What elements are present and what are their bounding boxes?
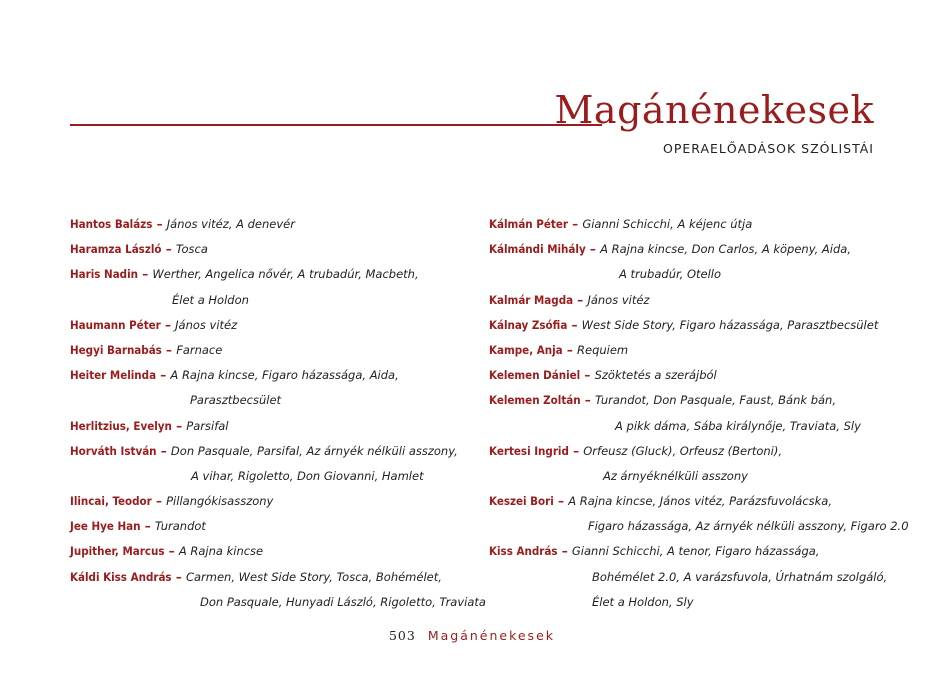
left-column — [70, 212, 486, 615]
singer-entry — [70, 539, 470, 564]
singer-entry — [489, 212, 889, 237]
singer-entry — [70, 313, 470, 338]
singer-works: Szöktetés a szerájból — [594, 368, 717, 383]
singer-works: A vihar, Rigoletto, Don Giovanni, Hamlet — [191, 468, 424, 483]
singer-works-continued — [70, 464, 470, 489]
singer-name: Herlitzius, Evelyn — [70, 418, 172, 433]
entry-dash: – — [156, 443, 171, 458]
singer-works-continued — [70, 388, 470, 413]
singer-entry — [70, 237, 470, 262]
singer-works: A Rajna kincse — [178, 544, 264, 559]
singer-works: Figaro házassága, Az árnyék nélküli asszony, Figaro 2.0 — [588, 519, 909, 534]
entry-dash: – — [138, 267, 153, 282]
singer-works: Turandot — [154, 519, 206, 534]
singer-works-continued — [489, 565, 889, 590]
singer-works: János vitéz, A denevér — [166, 217, 295, 231]
singer-works: Az árnyéknélküli asszony — [603, 468, 748, 483]
singer-works: Bohémélet 2.0, A varázsfuvola, Úrhatnám szolgáló, — [592, 569, 888, 584]
entry-dash: – — [557, 544, 572, 559]
entry-dash: – — [573, 292, 588, 307]
singer-works: Tosca — [175, 242, 208, 257]
entry-dash: – — [567, 217, 583, 231]
singer-entry — [70, 414, 470, 439]
singer-works: Carmen, West Side Story, Tosca, Bohémélet, — [185, 569, 442, 584]
singer-works: Élet a Holdon — [172, 292, 249, 307]
singer-entry — [70, 439, 470, 464]
singer-works: Élet a Holdon, Sly — [592, 594, 694, 609]
singer-works-continued — [489, 414, 889, 439]
singer-entry — [489, 388, 889, 413]
singer-entry — [70, 262, 470, 287]
singer-entry — [70, 514, 470, 539]
singer-name: Kelemen Dániel — [489, 368, 581, 383]
entry-dash: – — [580, 368, 595, 383]
singer-name: Kálmándi Mihály — [489, 242, 586, 257]
entry-dash: – — [585, 242, 601, 257]
singer-works-continued — [489, 464, 889, 489]
singer-works: Orfeusz (Gluck), Orfeusz (Bertoni), — [583, 443, 783, 458]
singer-name: Kelemen Zoltán — [489, 393, 581, 408]
singer-works-continued — [489, 590, 889, 615]
singer-entry — [70, 565, 470, 590]
singer-works: A Rajna kincse, Don Carlos, A köpeny, Aida, — [600, 242, 851, 257]
singer-name: Jupither, Marcus — [70, 544, 165, 559]
entry-dash: – — [156, 368, 171, 383]
singer-name: Kampe, Anja — [489, 342, 563, 357]
singer-works: West Side Story, Figaro házassága, Parasztbecsület — [581, 317, 879, 332]
running-head: Magánénekesek — [427, 628, 556, 643]
singer-name: Haris Nadin — [70, 267, 139, 282]
singer-entry — [70, 489, 470, 514]
entry-dash: – — [553, 494, 569, 509]
singer-name: Kálmán Péter — [489, 217, 568, 231]
singer-works-continued — [70, 590, 486, 615]
singer-works: Gianni Schicchi, A tenor, Figaro házassága, — [571, 544, 820, 559]
entry-dash: – — [568, 443, 584, 458]
page-footer — [0, 628, 944, 643]
singer-entry — [70, 363, 470, 388]
entry-dash: – — [171, 569, 186, 584]
singer-works-continued — [489, 262, 889, 287]
entry-dash: – — [562, 342, 577, 357]
singer-entry — [489, 363, 889, 388]
singer-works: Don Pasquale, Parsifal, Az árnyék nélküli asszony, — [170, 443, 458, 458]
singer-works: A Rajna kincse, János vitéz, Parázsfuvolácska, — [568, 494, 833, 509]
singer-name: Kiss András — [489, 544, 558, 559]
singer-works: Farnace — [176, 342, 223, 357]
singer-works-continued — [489, 514, 909, 539]
singer-name: Heiter Melinda — [70, 368, 157, 383]
singer-entry — [489, 237, 889, 262]
singer-name: Haumann Péter — [70, 317, 161, 332]
singer-works: Parsifal — [186, 418, 229, 433]
page-number: 503 — [388, 628, 416, 643]
entry-dash: – — [171, 418, 187, 433]
entry-dash: – — [151, 494, 167, 509]
singer-works: János vitéz — [587, 292, 650, 307]
entry-dash: – — [152, 217, 167, 231]
entry-dash: – — [160, 317, 176, 332]
singer-works: Requiem — [577, 342, 629, 357]
singer-works: A pikk dáma, Sába királynője, Traviata, Sly — [615, 418, 861, 433]
singer-entry — [489, 439, 889, 464]
singer-entry — [489, 489, 889, 514]
entry-dash: – — [161, 342, 177, 357]
entry-dash: – — [161, 242, 176, 257]
page-subtitle: OPERAELŐADÁSOK SZÓLISTÁI — [663, 141, 874, 156]
singer-name: Ilincai, Teodor — [70, 494, 152, 509]
singer-name: Hegyi Barnabás — [70, 342, 162, 357]
singer-name: Haramza László — [70, 242, 162, 257]
singer-works-continued — [70, 288, 470, 313]
singer-works: Parasztbecsület — [190, 393, 282, 408]
singer-name: Hantos Balázs — [70, 217, 153, 231]
singer-name: Jee Hye Han — [70, 519, 141, 534]
singer-entry — [489, 338, 889, 363]
singer-name: Keszei Bori — [489, 494, 554, 509]
singer-works: Gianni Schicchi, A kéjenc útja — [582, 217, 753, 231]
singer-works: Pillangókisasszony — [166, 494, 274, 509]
singer-entry — [489, 539, 889, 564]
singer-name: Kalmár Magda — [489, 292, 574, 307]
right-column — [489, 212, 909, 615]
singer-name: Horváth István — [70, 443, 157, 458]
singer-works: János vitéz — [175, 317, 238, 332]
entry-dash: – — [580, 393, 595, 408]
page-title: Magánénekesek — [554, 88, 874, 132]
singer-name: Káldi Kiss András — [70, 569, 172, 584]
singer-works: A trubadúr, Otello — [619, 267, 722, 282]
singer-name: Kertesi Ingrid — [489, 443, 569, 458]
singer-entry — [70, 338, 470, 363]
entry-dash: – — [164, 544, 179, 559]
singer-entry — [70, 212, 470, 237]
singer-name: Kálnay Zsófia — [489, 317, 568, 332]
entry-dash: – — [140, 519, 155, 534]
singer-works: Don Pasquale, Hunyadi László, Rigoletto, Traviata — [200, 594, 486, 609]
title-rule — [70, 124, 602, 126]
singer-works: Turandot, Don Pasquale, Faust, Bánk bán, — [594, 393, 836, 408]
singer-entry — [489, 313, 889, 338]
singer-works: A Rajna kincse, Figaro házassága, Aida, — [170, 368, 399, 383]
singer-works: Werther, Angelica nővér, A trubadúr, Macbeth, — [152, 267, 419, 282]
entry-dash: – — [567, 317, 582, 332]
singer-entry — [489, 288, 889, 313]
